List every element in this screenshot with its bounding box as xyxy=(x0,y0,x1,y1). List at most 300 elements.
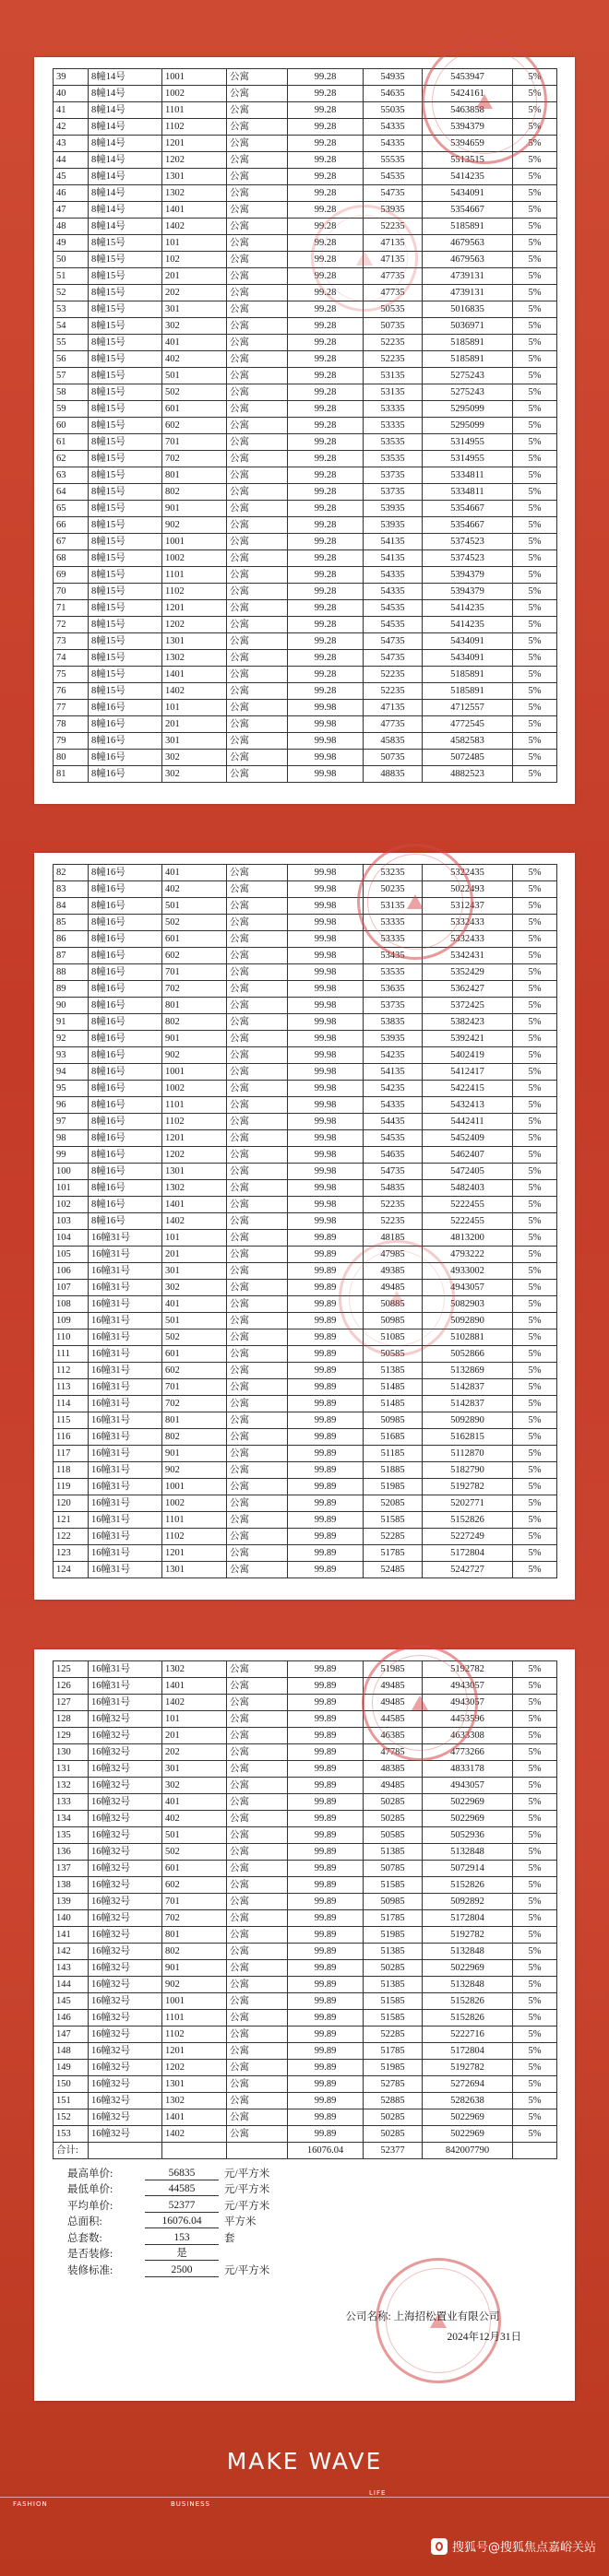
cell-rate: 5% xyxy=(513,1495,557,1512)
cell-rate: 5% xyxy=(513,716,557,733)
cell-total-price: 5334811 xyxy=(423,484,513,501)
cell-area: 99.89 xyxy=(288,1346,364,1363)
cell-unit-price: 52235 xyxy=(364,667,423,683)
cell-total-price: 842007790 xyxy=(423,2143,513,2159)
cell-row-number: 75 xyxy=(54,667,89,683)
summary-label: 平均单价: xyxy=(67,2200,113,2212)
cell-building-unit: 16幢32号 xyxy=(89,1877,162,1894)
cell-area: 99.89 xyxy=(288,1744,364,1761)
cell-unit-price: 54635 xyxy=(364,1147,423,1164)
summary-row xyxy=(67,2196,269,2213)
cell-building-unit: 8幢14号 xyxy=(89,152,162,169)
cell-rate: 5% xyxy=(513,750,557,766)
cell-row-number: 合计: xyxy=(54,2143,89,2159)
cell-building-unit: 8幢15号 xyxy=(89,451,162,467)
cell-property-type: 公寓 xyxy=(227,733,288,750)
cell-total-price: 4739131 xyxy=(423,268,513,285)
cell-room-number: 502 xyxy=(162,915,227,931)
cell-room-number: 1401 xyxy=(162,1678,227,1695)
cell-unit-price: 46385 xyxy=(364,1728,423,1744)
cell-property-type: 公寓 xyxy=(227,1363,288,1379)
cell-area: 99.28 xyxy=(288,102,364,119)
cell-building-unit: 16幢32号 xyxy=(89,1944,162,1960)
cell-total-price: 5222716 xyxy=(423,2027,513,2043)
cell-property-type: 公寓 xyxy=(227,1993,288,2010)
cell-property-type: 公寓 xyxy=(227,285,288,301)
cell-total-price: 5362427 xyxy=(423,981,513,998)
table-row xyxy=(54,1529,557,1545)
cell-property-type: 公寓 xyxy=(227,1329,288,1346)
cell-area: 99.89 xyxy=(288,1695,364,1711)
cell-total-price: 5022493 xyxy=(423,881,513,898)
cell-property-type: 公寓 xyxy=(227,700,288,716)
cell-rate: 5% xyxy=(513,1545,557,1562)
cell-room-number: 1001 xyxy=(162,69,227,86)
cell-property-type: 公寓 xyxy=(227,1263,288,1280)
cell-building-unit: 8幢15号 xyxy=(89,268,162,285)
cell-building-unit: 16幢31号 xyxy=(89,1329,162,1346)
cell-unit-price: 47785 xyxy=(364,1744,423,1761)
cell-total-price: 4739131 xyxy=(423,285,513,301)
cell-row-number: 92 xyxy=(54,1031,89,1047)
table-row xyxy=(54,1313,557,1329)
cell-row-number: 136 xyxy=(54,1844,89,1861)
cell-total-price: 5185891 xyxy=(423,351,513,368)
cell-total-price: 5295099 xyxy=(423,418,513,434)
cell-property-type: 公寓 xyxy=(227,1114,288,1130)
cell-property-type: 公寓 xyxy=(227,219,288,235)
cell-area: 99.89 xyxy=(288,1313,364,1329)
cell-room-number: 902 xyxy=(162,1462,227,1479)
cell-building-unit: 16幢31号 xyxy=(89,1429,162,1446)
cell-unit-price: 51885 xyxy=(364,1462,423,1479)
cell-rate: 5% xyxy=(513,964,557,981)
cell-property-type: 公寓 xyxy=(227,1147,288,1164)
cell-rate: 5% xyxy=(513,136,557,152)
cell-property-type: 公寓 xyxy=(227,1014,288,1031)
cell-area: 99.89 xyxy=(288,1761,364,1778)
cell-total-price: 5392421 xyxy=(423,1031,513,1047)
cell-building-unit xyxy=(89,2143,162,2159)
cell-total-price: 5314955 xyxy=(423,434,513,451)
cell-unit-price: 54835 xyxy=(364,1180,423,1197)
cell-row-number: 91 xyxy=(54,1014,89,1031)
cell-row-number: 101 xyxy=(54,1180,89,1197)
cell-row-number: 50 xyxy=(54,252,89,268)
cell-total-price: 5394379 xyxy=(423,567,513,584)
cell-room-number: 1402 xyxy=(162,2126,227,2143)
cell-unit-price: 51385 xyxy=(364,1363,423,1379)
cell-room-number: 802 xyxy=(162,484,227,501)
table-row xyxy=(54,1130,557,1147)
cell-rate: 5% xyxy=(513,1197,557,1213)
cell-row-number: 66 xyxy=(54,517,89,534)
cell-area: 99.28 xyxy=(288,351,364,368)
cell-rate: 5% xyxy=(513,1346,557,1363)
cell-room-number: 202 xyxy=(162,1744,227,1761)
cell-rate: 5% xyxy=(513,2043,557,2060)
cell-row-number: 134 xyxy=(54,1811,89,1827)
cell-property-type: 公寓 xyxy=(227,2093,288,2109)
cell-property-type: 公寓 xyxy=(227,268,288,285)
cell-area: 99.28 xyxy=(288,185,364,202)
cell-rate: 5% xyxy=(513,733,557,750)
cell-room-number: 801 xyxy=(162,998,227,1014)
table-row xyxy=(54,301,557,318)
cell-building-unit: 8幢16号 xyxy=(89,865,162,881)
cell-room-number: 401 xyxy=(162,335,227,351)
cell-unit-price: 50235 xyxy=(364,881,423,898)
cell-building-unit: 8幢16号 xyxy=(89,898,162,915)
cell-area: 99.89 xyxy=(288,1379,364,1396)
cell-room-number: 1102 xyxy=(162,2027,227,2043)
cell-row-number: 96 xyxy=(54,1097,89,1114)
cell-row-number: 116 xyxy=(54,1429,89,1446)
cell-area: 99.89 xyxy=(288,1993,364,2010)
table-row xyxy=(54,1711,557,1728)
cell-unit-price: 48835 xyxy=(364,766,423,783)
cell-unit-price: 51785 xyxy=(364,2043,423,2060)
cell-property-type: 公寓 xyxy=(227,981,288,998)
cell-building-unit: 8幢14号 xyxy=(89,169,162,185)
cell-total-price: 4633308 xyxy=(423,1728,513,1744)
cell-rate: 5% xyxy=(513,1329,557,1346)
cell-unit-price: 50585 xyxy=(364,1346,423,1363)
cell-property-type: 公寓 xyxy=(227,1894,288,1910)
cell-property-type: 公寓 xyxy=(227,301,288,318)
cell-row-number: 45 xyxy=(54,169,89,185)
cell-property-type: 公寓 xyxy=(227,1910,288,1927)
cell-row-number: 138 xyxy=(54,1877,89,1894)
cell-unit-price: 50985 xyxy=(364,1313,423,1329)
cell-rate: 5% xyxy=(513,1164,557,1180)
cell-building-unit: 8幢15号 xyxy=(89,384,162,401)
cell-area: 99.89 xyxy=(288,1247,364,1263)
cell-total-price: 5334811 xyxy=(423,467,513,484)
cell-total-price: 5022969 xyxy=(423,2109,513,2126)
cell-row-number: 148 xyxy=(54,2043,89,2060)
cell-total-price: 5295099 xyxy=(423,401,513,418)
table-row xyxy=(54,2093,557,2109)
cell-row-number: 47 xyxy=(54,202,89,219)
cell-row-number: 65 xyxy=(54,501,89,517)
cell-unit-price: 54235 xyxy=(364,1081,423,1097)
cell-row-number: 128 xyxy=(54,1711,89,1728)
cell-unit-price: 50285 xyxy=(364,1960,423,1977)
cell-property-type: 公寓 xyxy=(227,1280,288,1296)
cell-total-price: 5422415 xyxy=(423,1081,513,1097)
cell-total-price: 5152826 xyxy=(423,2010,513,2027)
cell-row-number: 57 xyxy=(54,368,89,384)
cell-area: 99.98 xyxy=(288,733,364,750)
cell-total-price: 5434091 xyxy=(423,633,513,650)
cell-unit-price: 51785 xyxy=(364,1910,423,1927)
cell-rate: 5% xyxy=(513,766,557,783)
cell-property-type: 公寓 xyxy=(227,1495,288,1512)
company-name: 上海招松置业有限公司 xyxy=(393,2311,500,2322)
cell-area: 99.28 xyxy=(288,650,364,667)
cell-area: 99.28 xyxy=(288,667,364,683)
cell-unit-price: 50735 xyxy=(364,318,423,335)
cell-total-price: 4712557 xyxy=(423,700,513,716)
cell-property-type: 公寓 xyxy=(227,102,288,119)
cell-row-number: 42 xyxy=(54,119,89,136)
cell-area: 99.89 xyxy=(288,1877,364,1894)
cell-total-price: 5242727 xyxy=(423,1562,513,1578)
cell-building-unit: 8幢15号 xyxy=(89,683,162,700)
cell-property-type: 公寓 xyxy=(227,434,288,451)
cell-total-price: 5394379 xyxy=(423,119,513,136)
cell-room-number: 1001 xyxy=(162,1479,227,1495)
cell-rate: 5% xyxy=(513,1263,557,1280)
cell-unit-price: 51485 xyxy=(364,1379,423,1396)
cell-rate: 5% xyxy=(513,202,557,219)
summary-unit: 元/平方米 xyxy=(224,2264,270,2276)
cell-property-type: 公寓 xyxy=(227,964,288,981)
cell-unit-price: 51385 xyxy=(364,1977,423,1993)
cell-room-number: 801 xyxy=(162,1412,227,1429)
cell-row-number: 84 xyxy=(54,898,89,915)
cell-rate: 5% xyxy=(513,301,557,318)
table-row xyxy=(54,1014,557,1031)
cell-total-price: 5442411 xyxy=(423,1114,513,1130)
cell-room-number: 1101 xyxy=(162,102,227,119)
cell-row-number: 40 xyxy=(54,86,89,102)
table-row xyxy=(54,1429,557,1446)
issue-date: 2024年12月31日 xyxy=(447,2332,521,2343)
cell-unit-price: 52235 xyxy=(364,683,423,700)
cell-unit-price: 52235 xyxy=(364,1197,423,1213)
cell-total-price: 5463858 xyxy=(423,102,513,119)
table-row xyxy=(54,136,557,152)
cell-unit-price: 52235 xyxy=(364,335,423,351)
cell-unit-price: 52485 xyxy=(364,1562,423,1578)
cell-row-number: 94 xyxy=(54,1064,89,1081)
cell-unit-price: 53135 xyxy=(364,368,423,384)
cell-unit-price: 53835 xyxy=(364,1014,423,1031)
cell-rate: 5% xyxy=(513,1313,557,1329)
cell-room-number: 701 xyxy=(162,1894,227,1910)
cell-area: 99.98 xyxy=(288,716,364,733)
cell-property-type: 公寓 xyxy=(227,567,288,584)
cell-unit-price: 44585 xyxy=(364,1711,423,1728)
cell-room-number: 1301 xyxy=(162,2076,227,2093)
cell-property-type: 公寓 xyxy=(227,1379,288,1396)
cell-area: 99.89 xyxy=(288,1778,364,1794)
table-row xyxy=(54,335,557,351)
cell-rate: 5% xyxy=(513,1446,557,1462)
cell-area: 99.98 xyxy=(288,1014,364,1031)
cell-unit-price: 49485 xyxy=(364,1280,423,1296)
price-table xyxy=(53,864,557,1578)
cell-property-type: 公寓 xyxy=(227,1811,288,1827)
cell-unit-price: 52235 xyxy=(364,219,423,235)
cell-total-price: 4933002 xyxy=(423,1263,513,1280)
cell-area: 99.98 xyxy=(288,1213,364,1230)
cell-total-price: 5354667 xyxy=(423,202,513,219)
cell-total-price: 5424161 xyxy=(423,86,513,102)
cell-unit-price: 51985 xyxy=(364,2060,423,2076)
table-row xyxy=(54,948,557,964)
cell-property-type: 公寓 xyxy=(227,766,288,783)
price-list-page-1 xyxy=(34,57,575,804)
cell-rate: 5% xyxy=(513,1230,557,1247)
table-row xyxy=(54,1827,557,1844)
summary-row xyxy=(67,2164,269,2180)
cell-property-type: 公寓 xyxy=(227,1130,288,1147)
cell-rate: 5% xyxy=(513,1794,557,1811)
cell-area: 99.28 xyxy=(288,418,364,434)
table-row xyxy=(54,550,557,567)
table-row xyxy=(54,683,557,700)
cell-building-unit: 8幢16号 xyxy=(89,1164,162,1180)
cell-room-number: 601 xyxy=(162,1346,227,1363)
cell-property-type: 公寓 xyxy=(227,418,288,434)
cell-total-price: 5275243 xyxy=(423,368,513,384)
cell-area: 99.28 xyxy=(288,467,364,484)
cell-building-unit: 8幢16号 xyxy=(89,881,162,898)
cell-unit-price: 51585 xyxy=(364,2010,423,2027)
cell-property-type: 公寓 xyxy=(227,467,288,484)
cell-rate: 5% xyxy=(513,1960,557,1977)
cell-area: 99.89 xyxy=(288,1529,364,1545)
cell-rate: 5% xyxy=(513,1861,557,1877)
cell-total-price: 5275243 xyxy=(423,384,513,401)
cell-property-type: 公寓 xyxy=(227,1446,288,1462)
cell-row-number: 130 xyxy=(54,1744,89,1761)
cell-rate: 5% xyxy=(513,418,557,434)
cell-area: 99.28 xyxy=(288,517,364,534)
table-row xyxy=(54,1977,557,1993)
cell-rate: 5% xyxy=(513,1064,557,1081)
cell-building-unit: 8幢15号 xyxy=(89,650,162,667)
cell-rate: 5% xyxy=(513,1562,557,1578)
summary-value: 52377 xyxy=(145,2199,219,2213)
summary-label: 总面积: xyxy=(67,2216,102,2227)
table-row xyxy=(54,102,557,119)
cell-total-price: 5172804 xyxy=(423,1910,513,1927)
cell-unit-price: 53235 xyxy=(364,865,423,881)
cell-row-number: 123 xyxy=(54,1545,89,1562)
cell-room-number: 502 xyxy=(162,1329,227,1346)
cell-property-type: 公寓 xyxy=(227,550,288,567)
cell-room-number: 602 xyxy=(162,1877,227,1894)
cell-unit-price: 47135 xyxy=(364,235,423,252)
cell-row-number: 77 xyxy=(54,700,89,716)
cell-area: 99.89 xyxy=(288,1977,364,1993)
cell-room-number: 301 xyxy=(162,301,227,318)
cell-unit-price: 50285 xyxy=(364,2126,423,2143)
table-row xyxy=(54,86,557,102)
cell-area: 99.89 xyxy=(288,1861,364,1877)
table-row xyxy=(54,268,557,285)
table-row xyxy=(54,69,557,86)
cell-row-number: 86 xyxy=(54,931,89,948)
cell-row-number: 143 xyxy=(54,1960,89,1977)
cell-room-number: 1102 xyxy=(162,1529,227,1545)
cell-rate: 5% xyxy=(513,285,557,301)
cell-building-unit: 8幢16号 xyxy=(89,1081,162,1097)
cell-row-number: 113 xyxy=(54,1379,89,1396)
cell-property-type: 公寓 xyxy=(227,1097,288,1114)
cell-room-number: 1202 xyxy=(162,617,227,633)
cell-unit-price: 48385 xyxy=(364,1761,423,1778)
cell-property-type: 公寓 xyxy=(227,998,288,1014)
summary-unit: 平方米 xyxy=(224,2216,257,2227)
cell-row-number: 87 xyxy=(54,948,89,964)
cell-property-type: 公寓 xyxy=(227,136,288,152)
summary-unit: 元/平方米 xyxy=(224,2184,270,2195)
cell-building-unit: 8幢16号 xyxy=(89,1047,162,1064)
cell-building-unit: 16幢31号 xyxy=(89,1346,162,1363)
cell-room-number: 1202 xyxy=(162,1147,227,1164)
table-row xyxy=(54,667,557,683)
cell-property-type xyxy=(227,2143,288,2159)
cell-unit-price: 54535 xyxy=(364,1130,423,1147)
cell-property-type: 公寓 xyxy=(227,252,288,268)
cell-area: 99.98 xyxy=(288,998,364,1014)
table-row xyxy=(54,1164,557,1180)
cell-rate: 5% xyxy=(513,700,557,716)
cell-building-unit: 8幢15号 xyxy=(89,633,162,650)
brand-tag-business: BUSINESS xyxy=(171,2500,210,2508)
cell-row-number: 83 xyxy=(54,881,89,898)
cell-area: 99.28 xyxy=(288,86,364,102)
cell-property-type: 公寓 xyxy=(227,335,288,351)
cell-rate: 5% xyxy=(513,1512,557,1529)
table-row xyxy=(54,534,557,550)
cell-rate: 5% xyxy=(513,1894,557,1910)
summary-row xyxy=(67,2245,269,2262)
cell-building-unit: 8幢16号 xyxy=(89,1147,162,1164)
cell-room-number: 301 xyxy=(162,1263,227,1280)
cell-unit-price: 51685 xyxy=(364,1429,423,1446)
cell-room-number: 1002 xyxy=(162,550,227,567)
cell-total-price: 4679563 xyxy=(423,252,513,268)
cell-area: 99.28 xyxy=(288,550,364,567)
cell-property-type: 公寓 xyxy=(227,1711,288,1728)
table-row xyxy=(54,1495,557,1512)
cell-property-type: 公寓 xyxy=(227,318,288,335)
cell-area: 99.98 xyxy=(288,948,364,964)
brand-footer xyxy=(0,2448,609,2475)
cell-rate: 5% xyxy=(513,981,557,998)
cell-property-type: 公寓 xyxy=(227,119,288,136)
cell-rate: 5% xyxy=(513,2076,557,2093)
cell-total-price: 5172804 xyxy=(423,2043,513,2060)
cell-unit-price: 53635 xyxy=(364,981,423,998)
table-row xyxy=(54,2027,557,2043)
cell-area: 99.28 xyxy=(288,484,364,501)
cell-row-number: 52 xyxy=(54,285,89,301)
cell-room-number: 402 xyxy=(162,351,227,368)
cell-building-unit: 8幢15号 xyxy=(89,368,162,384)
price-list-page-2 xyxy=(34,853,575,1600)
cell-building-unit: 8幢15号 xyxy=(89,467,162,484)
cell-row-number: 59 xyxy=(54,401,89,418)
cell-room-number: 602 xyxy=(162,948,227,964)
cell-row-number: 129 xyxy=(54,1728,89,1744)
cell-total-price: 5132848 xyxy=(423,1944,513,1960)
cell-room-number: 702 xyxy=(162,981,227,998)
cell-building-unit: 8幢14号 xyxy=(89,102,162,119)
cell-total-price: 4582583 xyxy=(423,733,513,750)
table-row xyxy=(54,1877,557,1894)
cell-unit-price: 53935 xyxy=(364,517,423,534)
cell-property-type: 公寓 xyxy=(227,1396,288,1412)
cell-building-unit: 16幢32号 xyxy=(89,1960,162,1977)
cell-building-unit: 8幢15号 xyxy=(89,534,162,550)
